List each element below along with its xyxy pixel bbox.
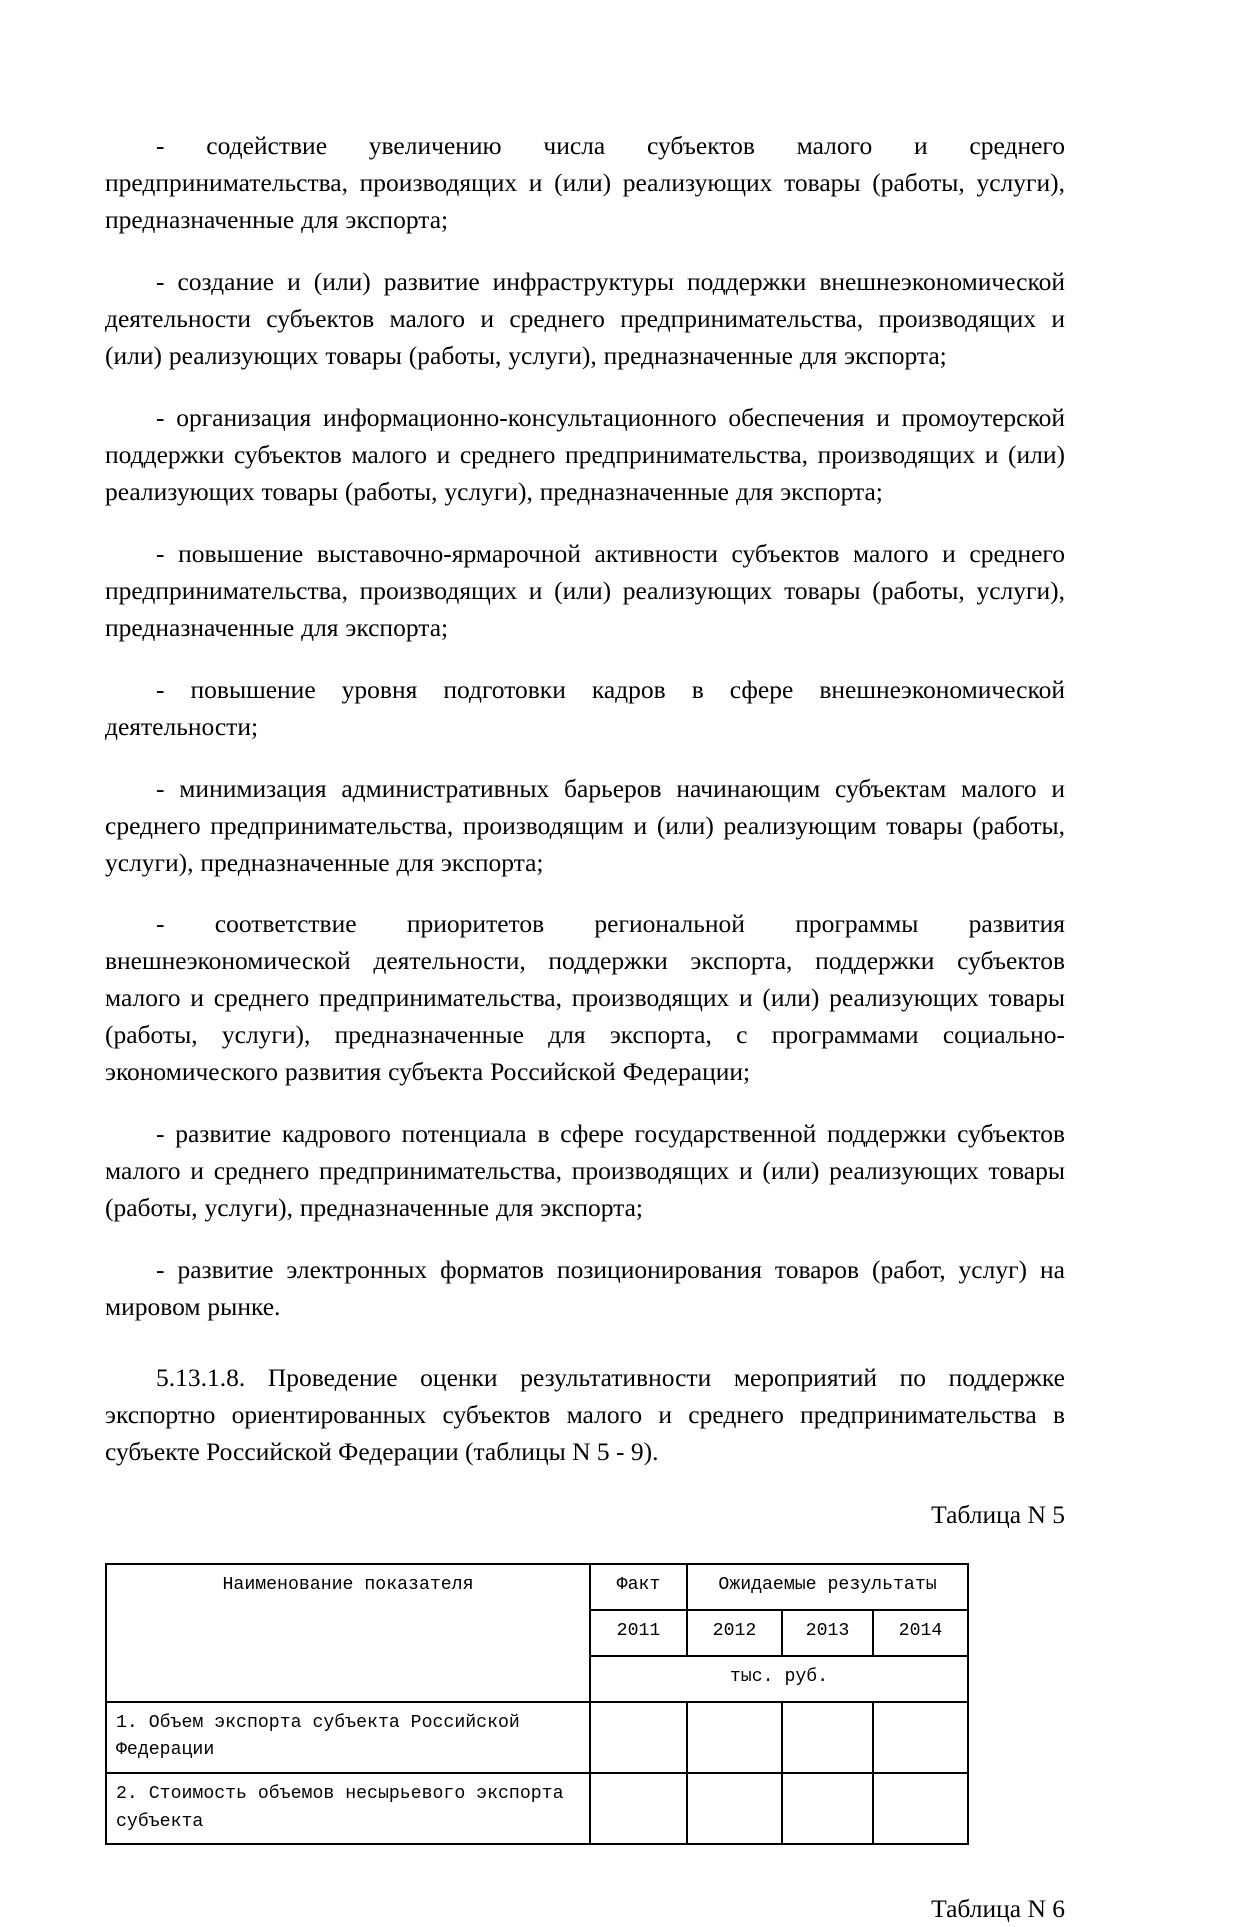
- paragraph-bullet-1: - содействие увеличению числа субъектов малого и среднего предпринимательства, производящих и (или) реализующих товары (работы, услуги), предназначенные для экспорта;: [105, 131, 1065, 234]
- section-5-13-1-8: 5.13.1.8. Проведение оценки результативности мероприятий по поддержке экспортно ориентированных субъектов малого и среднего предпринимательства в субъекте Российской Федерации (таблицы N 5 - 9).: [105, 1363, 1065, 1467]
- table-5-caption: Таблица N 5: [931, 1500, 1065, 1530]
- header-indicator-name: Наименование показателя: [106, 1564, 590, 1702]
- row-1-value-2012[interactable]: [687, 1702, 782, 1773]
- header-year-2012: 2012: [687, 1610, 782, 1656]
- row-1-value-2011[interactable]: [590, 1702, 687, 1773]
- row-2-value-2012[interactable]: [687, 1773, 782, 1844]
- row-1-value-2013[interactable]: [782, 1702, 873, 1773]
- table-row: [106, 1702, 968, 1773]
- paragraph-bullet-8: - развитие кадрового потенциала в сфере государственной поддержки субъектов малого и среднего предпринимательства, производящих и (или) реализующих товары (работы, услуги), предназначенные для экспорта;: [105, 1119, 1065, 1223]
- paragraph-bullet-3: - организация информационно-консультационного обеспечения и промоутерской поддержки субъектов малого и среднего предпринимательства, производящих и (или) реализующих товары (работы, услуги), предназначенные для экспорта;: [105, 402, 1065, 506]
- paragraph-bullet-5: - повышение уровня подготовки кадров в сфере внешнеэкономической деятельности;: [105, 674, 1065, 741]
- table-header-row-titles: [106, 1564, 968, 1610]
- document-content: [105, 128, 1065, 1927]
- paragraph-bullet-4: - повышение выставочно-ярмарочной активности субъектов малого и среднего предпринимательства, производящих и (или) реализующих товары (работы, услуги), предназначенные для экспорта;: [105, 538, 1065, 642]
- row-1-value-2014[interactable]: [873, 1702, 968, 1773]
- header-fact: Факт: [590, 1564, 687, 1610]
- header-year-2013: 2013: [782, 1610, 873, 1656]
- table-6-caption: Таблица N 6: [931, 1894, 1065, 1924]
- header-year-2014: 2014: [873, 1610, 968, 1656]
- header-unit: тыс. руб.: [590, 1656, 968, 1702]
- paragraph-bullet-9: - развитие электронных форматов позиционирования товаров (работ, услуг) на мировом рынке.: [105, 1255, 1065, 1322]
- row-2-value-2011[interactable]: [590, 1773, 687, 1844]
- row-2-value-2014[interactable]: [873, 1773, 968, 1844]
- paragraph-bullet-6: - минимизация административных барьеров начинающим субъектам малого и среднего предпринимательства, производящим и (или) реализующим товары (работы, услуги), предназначенные для экспорта;: [105, 773, 1065, 877]
- row-1-label: 1. Объем экспорта субъекта Российской Федерации: [106, 1702, 590, 1773]
- header-expected-results: Ожидаемые результаты: [687, 1564, 968, 1610]
- table-5: [105, 1563, 969, 1846]
- paragraph-bullet-2: - создание и (или) развитие инфраструктуры поддержки внешнеэкономической деятельности субъектов малого и среднего предпринимательства, производящих и (или) реализующих товары (работы, услуги), предназначенные для экспорта;: [105, 266, 1065, 370]
- row-2-value-2013[interactable]: [782, 1773, 873, 1844]
- table-row: [106, 1773, 968, 1844]
- row-2-label: 2. Стоимость объемов несырьевого экспорта субъекта: [106, 1773, 590, 1844]
- paragraph-bullet-7: - соответствие приоритетов региональной программы развития внешнеэкономической деятельности, поддержки экспорта, поддержки субъектов малого и среднего предпринимательства, производящих и (или) реализующих товары (работы, услуги), предназначенные для экспорта, с программами социально-экономического развития субъекта Российской Федерации;: [105, 909, 1065, 1087]
- header-year-2011: 2011: [590, 1610, 687, 1656]
